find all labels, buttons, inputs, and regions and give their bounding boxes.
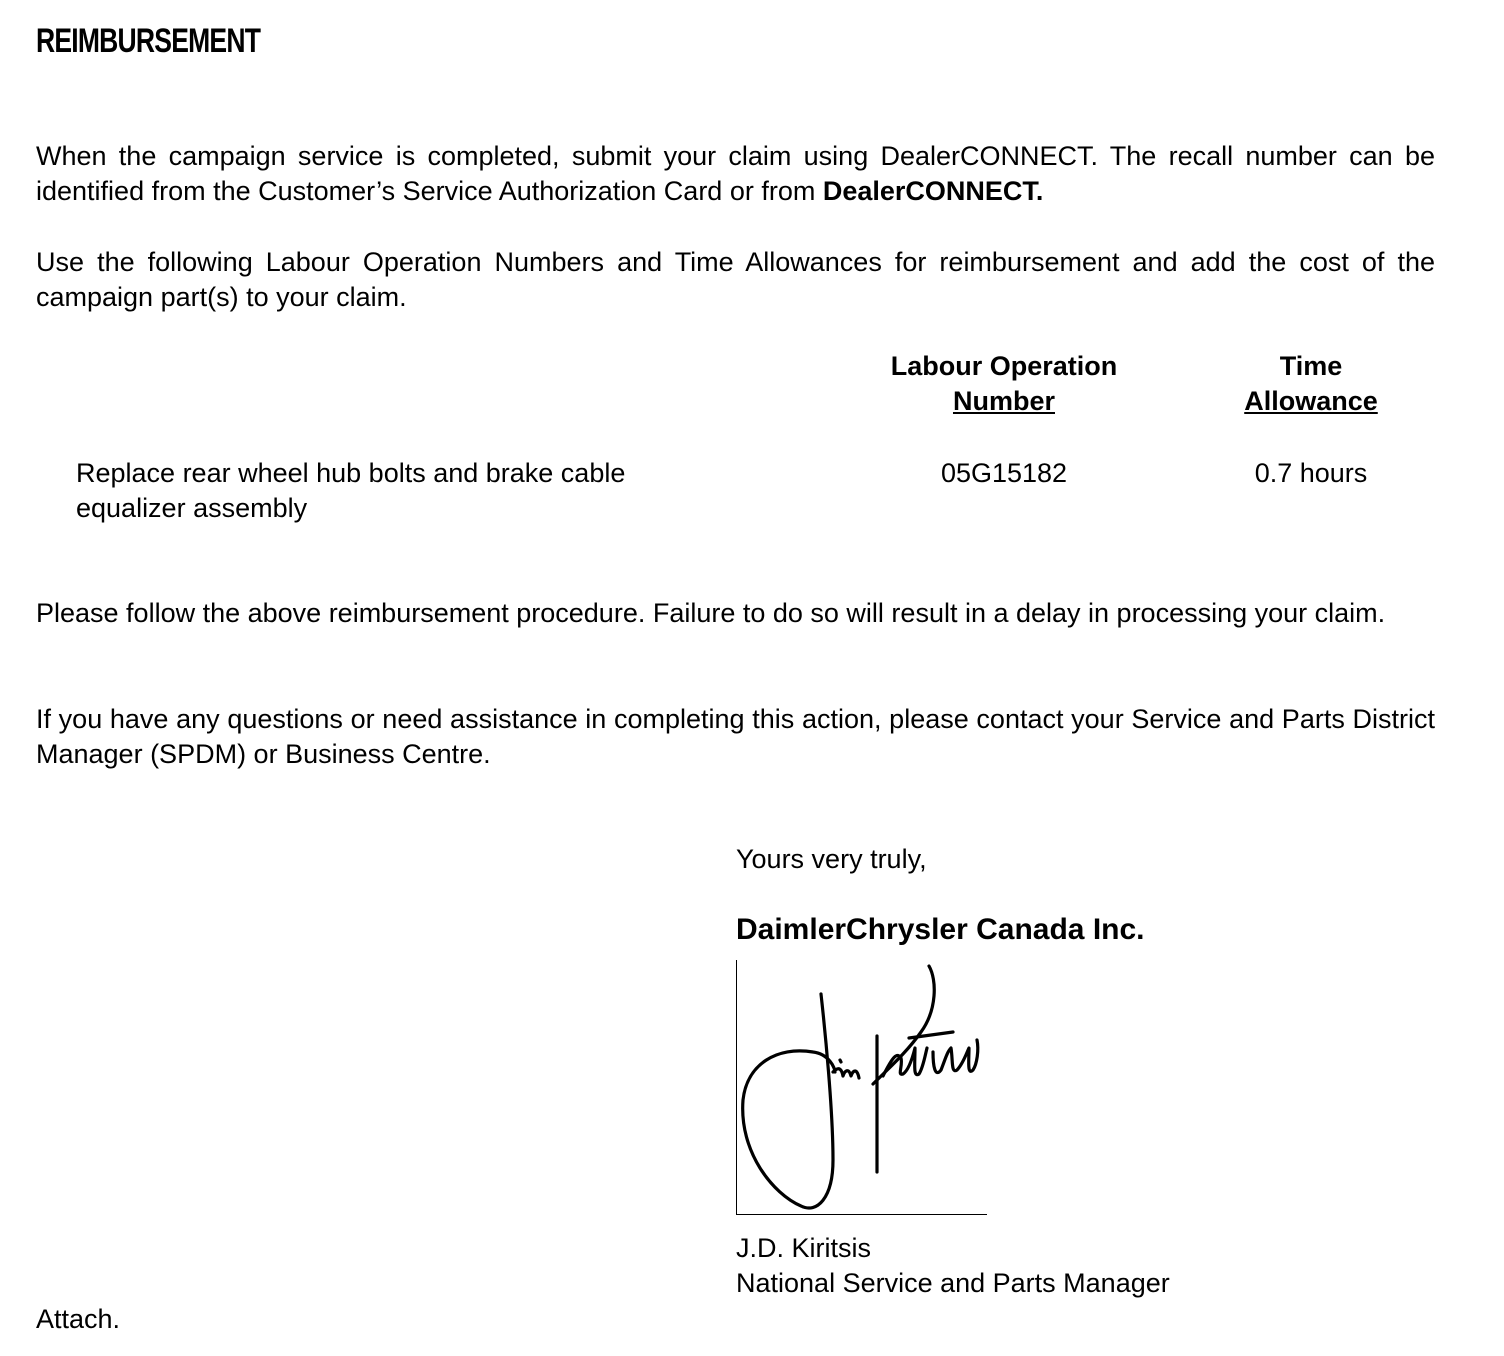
claim-submission-text: When the campaign service is completed, submit your claim using DealerCONNECT. The recall number can be identified from the Customer’s Service Authorization Card or from <box>36 141 1435 206</box>
section-heading: REIMBURSEMENT <box>36 22 261 60</box>
operation-number: 05G15182 <box>940 458 1068 488</box>
time-allowance-header-line2: Allowance <box>1244 386 1378 416</box>
labour-operation-header-line1: Labour Operation <box>890 351 1118 381</box>
claim-submission-paragraph <box>36 139 1435 209</box>
attachment-note: Attach. <box>36 1304 121 1334</box>
closing-salutation: Yours very truly, <box>736 844 927 874</box>
time-allowance-header <box>1196 349 1426 419</box>
time-allowance-value: 0.7 hours <box>1254 458 1368 488</box>
signature-box <box>736 960 987 1215</box>
procedure-warning-paragraph: Please follow the above reimbursement procedure. Failure to do so will result in a delay in processing your claim. <box>36 598 1386 628</box>
signer-name: J.D. Kiritsis <box>736 1233 871 1263</box>
time-allowance-header-line1: Time <box>1279 351 1343 381</box>
labour-operation-header <box>864 349 1144 419</box>
labour-operation-paragraph: Use the following Labour Operation Numbers and Time Allowances for reimbursement and add the cost of the campaign part(s) to your claim. <box>36 247 1435 312</box>
operation-description: Replace rear wheel hub bolts and brake cable equalizer assembly <box>76 458 626 523</box>
labour-operation-header-line2: Number <box>952 386 1055 416</box>
handwritten-signature <box>737 960 987 1214</box>
dealerconnect-bold-text: DealerCONNECT. <box>822 176 1044 206</box>
contact-paragraph: If you have any questions or need assistance in completing this action, please contact your Service and Parts District Manager (SPDM) or Business Centre. <box>36 704 1435 769</box>
signer-title: National Service and Parts Manager <box>736 1268 1170 1298</box>
company-name: DaimlerChrysler Canada Inc. <box>736 913 1145 946</box>
